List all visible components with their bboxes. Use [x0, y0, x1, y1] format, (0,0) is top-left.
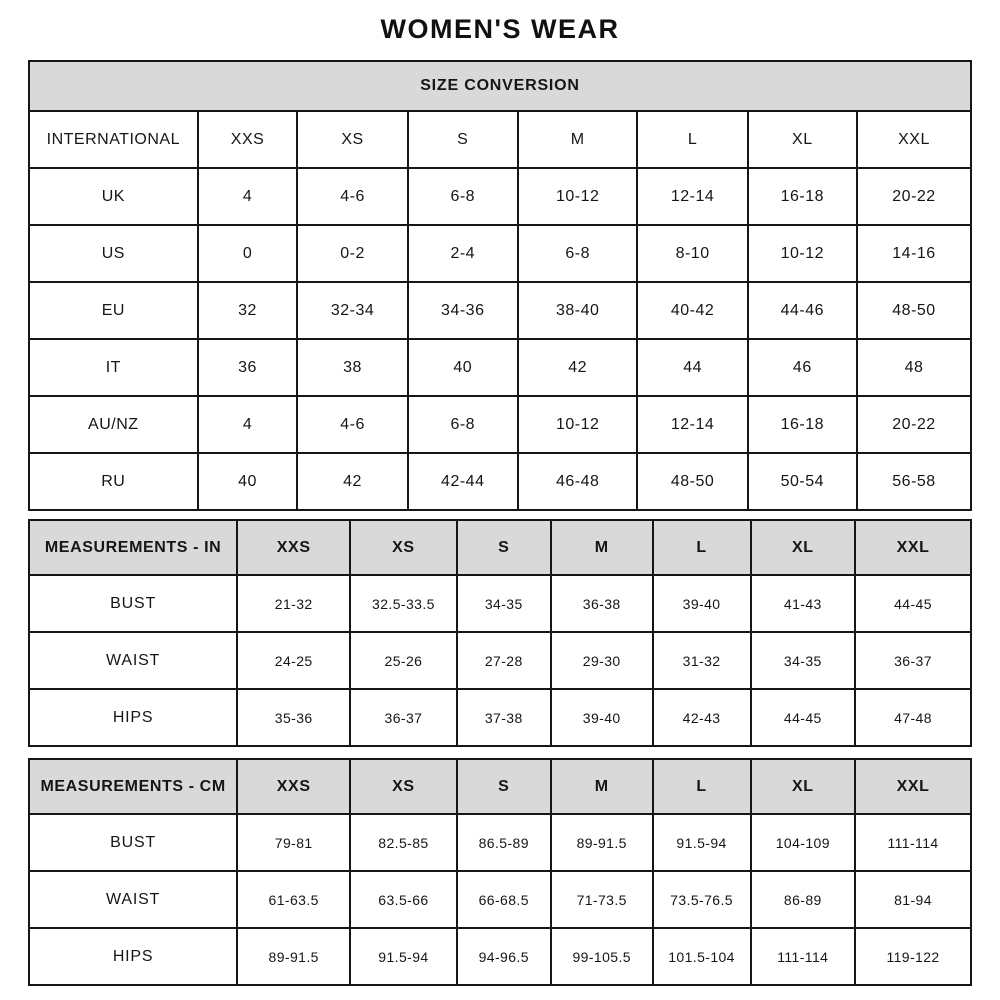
row-label: HIPS [29, 928, 237, 985]
table-row-eu [29, 282, 971, 339]
table-row-aunz [29, 396, 971, 453]
table-row-us [29, 225, 971, 282]
size-value-cell: 10-12 [518, 396, 638, 453]
measurement-value-cell: 21-32 [237, 575, 350, 632]
col-header-l: L [637, 111, 747, 168]
size-value-cell: 6-8 [408, 396, 518, 453]
size-value-cell: 38-40 [518, 282, 638, 339]
col-header-xs: XS [297, 111, 407, 168]
measurements-cm-table [28, 758, 972, 986]
size-value-cell: 8-10 [637, 225, 747, 282]
row-label: BUST [29, 575, 237, 632]
col-header-l: L [653, 520, 751, 575]
size-value-cell: 48-50 [857, 282, 971, 339]
size-value-cell: 44-46 [748, 282, 857, 339]
table-row-bust-in [29, 575, 971, 632]
size-value-cell: 32-34 [297, 282, 407, 339]
measurement-value-cell: 41-43 [751, 575, 856, 632]
measurement-value-cell: 61-63.5 [237, 871, 350, 928]
measurement-value-cell: 86-89 [751, 871, 856, 928]
table-row-hips-in [29, 689, 971, 746]
size-value-cell: 42-44 [408, 453, 518, 510]
size-conversion-header-row [29, 111, 971, 168]
col-header-xl: XL [748, 111, 857, 168]
col-header-xxs: XXS [237, 520, 350, 575]
row-label: BUST [29, 814, 237, 871]
size-value-cell: 38 [297, 339, 407, 396]
row-label: WAIST [29, 632, 237, 689]
measurement-value-cell: 42-43 [653, 689, 751, 746]
col-header-xs: XS [350, 759, 456, 814]
measurement-value-cell: 99-105.5 [551, 928, 653, 985]
measurement-value-cell: 39-40 [653, 575, 751, 632]
measurement-value-cell: 44-45 [751, 689, 856, 746]
table-row-ru [29, 453, 971, 510]
col-header-m: M [551, 759, 653, 814]
measurement-value-cell: 24-25 [237, 632, 350, 689]
size-value-cell: 6-8 [518, 225, 638, 282]
row-label: US [29, 225, 198, 282]
size-value-cell: 4 [198, 168, 298, 225]
size-value-cell: 16-18 [748, 168, 857, 225]
measurement-value-cell: 39-40 [551, 689, 653, 746]
measurement-value-cell: 86.5-89 [457, 814, 551, 871]
size-value-cell: 20-22 [857, 168, 971, 225]
size-value-cell: 4 [198, 396, 298, 453]
table-row-waist-cm [29, 871, 971, 928]
measurement-value-cell: 63.5-66 [350, 871, 456, 928]
row-label: UK [29, 168, 198, 225]
col-header-m: M [551, 520, 653, 575]
measurement-value-cell: 79-81 [237, 814, 350, 871]
measurement-value-cell: 32.5-33.5 [350, 575, 456, 632]
size-value-cell: 14-16 [857, 225, 971, 282]
measurement-value-cell: 31-32 [653, 632, 751, 689]
size-value-cell: 0-2 [297, 225, 407, 282]
size-value-cell: 10-12 [518, 168, 638, 225]
measurement-value-cell: 89-91.5 [237, 928, 350, 985]
measurement-value-cell: 36-37 [855, 632, 971, 689]
measurements-in-header-row [29, 520, 971, 575]
size-value-cell: 36 [198, 339, 298, 396]
col-header-s: S [457, 759, 551, 814]
col-header-xxs: XXS [237, 759, 350, 814]
col-header-m: M [518, 111, 638, 168]
col-header-international: INTERNATIONAL [29, 111, 198, 168]
size-value-cell: 6-8 [408, 168, 518, 225]
measurement-value-cell: 66-68.5 [457, 871, 551, 928]
size-conversion-title-row [29, 61, 971, 111]
measurement-value-cell: 35-36 [237, 689, 350, 746]
size-value-cell: 16-18 [748, 396, 857, 453]
measurement-value-cell: 89-91.5 [551, 814, 653, 871]
col-header-s: S [457, 520, 551, 575]
measurement-value-cell: 34-35 [751, 632, 856, 689]
row-label: AU/NZ [29, 396, 198, 453]
row-label: RU [29, 453, 198, 510]
size-conversion-table [28, 60, 972, 511]
page-title: WOMEN'S WEAR [380, 14, 620, 44]
measurement-value-cell: 25-26 [350, 632, 456, 689]
measurement-value-cell: 91.5-94 [653, 814, 751, 871]
table-row-bust-cm [29, 814, 971, 871]
row-label: IT [29, 339, 198, 396]
measurement-value-cell: 111-114 [855, 814, 971, 871]
measurement-value-cell: 119-122 [855, 928, 971, 985]
size-value-cell: 48 [857, 339, 971, 396]
measurement-value-cell: 36-38 [551, 575, 653, 632]
size-value-cell: 50-54 [748, 453, 857, 510]
col-header-xxl: XXL [857, 111, 971, 168]
size-value-cell: 40 [408, 339, 518, 396]
measurements-in-table [28, 519, 972, 747]
col-header-l: L [653, 759, 751, 814]
size-value-cell: 4-6 [297, 168, 407, 225]
measurements-cm-header-row [29, 759, 971, 814]
size-value-cell: 40 [198, 453, 298, 510]
measurement-value-cell: 27-28 [457, 632, 551, 689]
row-label: EU [29, 282, 198, 339]
measurement-value-cell: 91.5-94 [350, 928, 456, 985]
measurement-value-cell: 71-73.5 [551, 871, 653, 928]
measurements-in-title: MEASUREMENTS - IN [29, 520, 237, 575]
size-conversion-title: SIZE CONVERSION [29, 61, 971, 111]
col-header-xxs: XXS [198, 111, 298, 168]
size-value-cell: 46-48 [518, 453, 638, 510]
table-row-waist-in [29, 632, 971, 689]
col-header-xs: XS [350, 520, 456, 575]
measurement-value-cell: 34-35 [457, 575, 551, 632]
measurements-cm-title: MEASUREMENTS - CM [29, 759, 237, 814]
size-value-cell: 2-4 [408, 225, 518, 282]
measurement-value-cell: 47-48 [855, 689, 971, 746]
measurement-value-cell: 94-96.5 [457, 928, 551, 985]
col-header-xxl: XXL [855, 520, 971, 575]
table-row-hips-cm [29, 928, 971, 985]
size-value-cell: 42 [297, 453, 407, 510]
size-value-cell: 0 [198, 225, 298, 282]
size-value-cell: 44 [637, 339, 747, 396]
size-value-cell: 56-58 [857, 453, 971, 510]
size-value-cell: 48-50 [637, 453, 747, 510]
size-value-cell: 12-14 [637, 396, 747, 453]
row-label: WAIST [29, 871, 237, 928]
measurement-value-cell: 73.5-76.5 [653, 871, 751, 928]
size-value-cell: 46 [748, 339, 857, 396]
size-value-cell: 42 [518, 339, 638, 396]
measurement-value-cell: 82.5-85 [350, 814, 456, 871]
size-value-cell: 10-12 [748, 225, 857, 282]
measurement-value-cell: 81-94 [855, 871, 971, 928]
size-value-cell: 20-22 [857, 396, 971, 453]
size-value-cell: 32 [198, 282, 298, 339]
measurement-value-cell: 37-38 [457, 689, 551, 746]
size-value-cell: 12-14 [637, 168, 747, 225]
measurement-value-cell: 104-109 [751, 814, 856, 871]
table-row-it [29, 339, 971, 396]
size-value-cell: 40-42 [637, 282, 747, 339]
col-header-xl: XL [751, 520, 856, 575]
size-value-cell: 34-36 [408, 282, 518, 339]
col-header-xxl: XXL [855, 759, 971, 814]
col-header-xl: XL [751, 759, 856, 814]
measurement-value-cell: 101.5-104 [653, 928, 751, 985]
measurement-value-cell: 29-30 [551, 632, 653, 689]
measurement-value-cell: 44-45 [855, 575, 971, 632]
table-row-uk [29, 168, 971, 225]
col-header-s: S [408, 111, 518, 168]
measurement-value-cell: 36-37 [350, 689, 456, 746]
row-label: HIPS [29, 689, 237, 746]
measurement-value-cell: 111-114 [751, 928, 856, 985]
size-value-cell: 4-6 [297, 396, 407, 453]
